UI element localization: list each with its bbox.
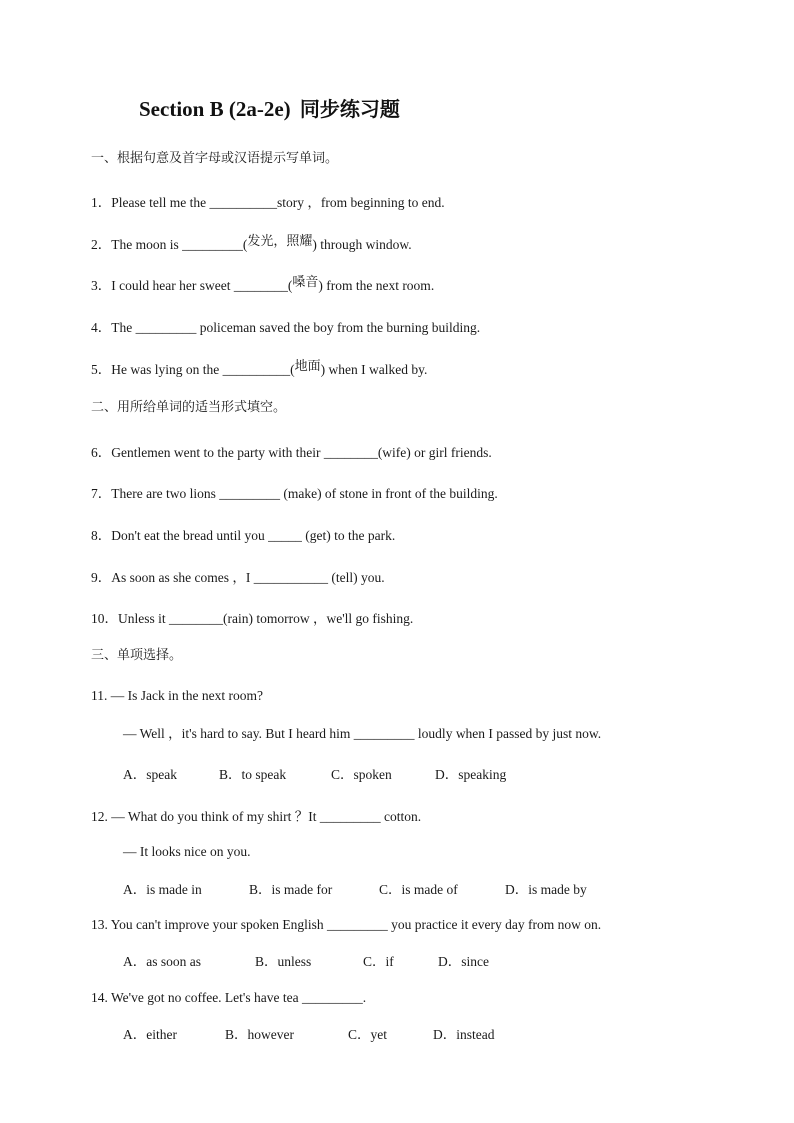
question-text: 4．The _________ policeman saved the boy from the burning building.: [91, 320, 481, 335]
option-d[interactable]: D．since: [438, 954, 489, 969]
question-text-end: ) when I walked by.: [320, 362, 428, 377]
question-12: [91, 808, 421, 826]
option-a[interactable]: A．speak: [123, 767, 177, 782]
question-6: [91, 444, 492, 462]
section-2-heading: 二、用所给单词的适当形式填空。: [91, 400, 287, 415]
option-a[interactable]: A．as soon as: [123, 954, 201, 969]
question-text-end: ) through window.: [312, 237, 412, 252]
option-d[interactable]: D．instead: [433, 1027, 495, 1042]
question-5: [91, 361, 427, 380]
question-text: 12. — What do you think of my shirt ？It _________ cotton.: [91, 809, 422, 824]
option-b[interactable]: B．however: [225, 1027, 294, 1042]
question-3: [91, 277, 434, 296]
question-4: [91, 319, 480, 337]
question-text: — It looks nice on you.: [123, 844, 251, 859]
question-text: 3．I could hear her sweet ________(: [91, 278, 293, 293]
question-11: [91, 687, 263, 705]
question-text: 6．Gentlemen went to the party with their ________(wife) or girl friends.: [91, 445, 492, 460]
question-11-options: [123, 766, 506, 784]
section-3-heading: 三、单项选择。: [91, 648, 183, 663]
question-text: 10．Unless it ________(rain) tomorrow ，we'll go fishing.: [91, 611, 414, 626]
question-13-options: [123, 953, 489, 971]
option-c[interactable]: C．yet: [348, 1027, 387, 1042]
option-c[interactable]: C．spoken: [331, 767, 392, 782]
option-c[interactable]: C．if: [363, 954, 394, 969]
question-text-end: ) from the next room.: [318, 278, 435, 293]
question-10: [91, 610, 413, 628]
question-text: 11. — Is Jack in the next room?: [91, 688, 263, 703]
option-b[interactable]: B．to speak: [219, 767, 287, 782]
page-title: [139, 93, 400, 122]
question-text: 7．There are two lions _________ (make) of stone in front of the building.: [91, 486, 498, 501]
option-a[interactable]: A．is made in: [123, 882, 202, 897]
question-text: 5．He was lying on the __________(: [91, 362, 295, 377]
question-14-options: [123, 1026, 495, 1044]
page-title-en: Section B (2a-2e): [139, 97, 291, 121]
chinese-hint: 发光，照耀: [247, 234, 313, 249]
question-7: [91, 485, 498, 503]
option-c[interactable]: C．is made of: [379, 882, 458, 897]
question-12-reply: [123, 843, 251, 861]
question-text: — Well ，it's hard to say. But I heard him _________ loudly when I passed by just now.: [123, 726, 602, 741]
option-b[interactable]: B．is made for: [249, 882, 333, 897]
option-b[interactable]: B．unless: [255, 954, 312, 969]
question-text: 13. You can't improve your spoken English _________ you practice it every day from now on.: [91, 917, 602, 932]
option-d[interactable]: D．is made by: [505, 882, 587, 897]
question-9: [91, 569, 385, 587]
question-2: [91, 236, 412, 255]
chinese-hint: 地面: [294, 359, 321, 374]
question-text: 1．Please tell me the __________story ，from beginning to end.: [91, 195, 445, 210]
question-text: 2．The moon is _________(: [91, 237, 248, 252]
chinese-hint: 嗓音: [292, 275, 319, 290]
question-1: [91, 194, 445, 212]
question-14: [91, 989, 366, 1007]
question-12-options: [123, 881, 587, 899]
question-8: [91, 527, 395, 545]
option-d[interactable]: D．speaking: [435, 767, 507, 782]
question-text: 8．Don't eat the bread until you _____ (get) to the park.: [91, 528, 396, 543]
question-11-reply: [123, 725, 601, 743]
page-title-cn: 同步练习题: [299, 97, 400, 121]
question-13: [91, 916, 601, 934]
question-text: 14. We've got no coffee. Let's have tea _________.: [91, 990, 367, 1005]
section-1-heading: 一、根据句意及首字母或汉语提示写单词。: [91, 151, 339, 166]
question-text: 9．As soon as she comes ，I ___________ (tell) you.: [91, 570, 385, 585]
option-a[interactable]: A．either: [123, 1027, 177, 1042]
